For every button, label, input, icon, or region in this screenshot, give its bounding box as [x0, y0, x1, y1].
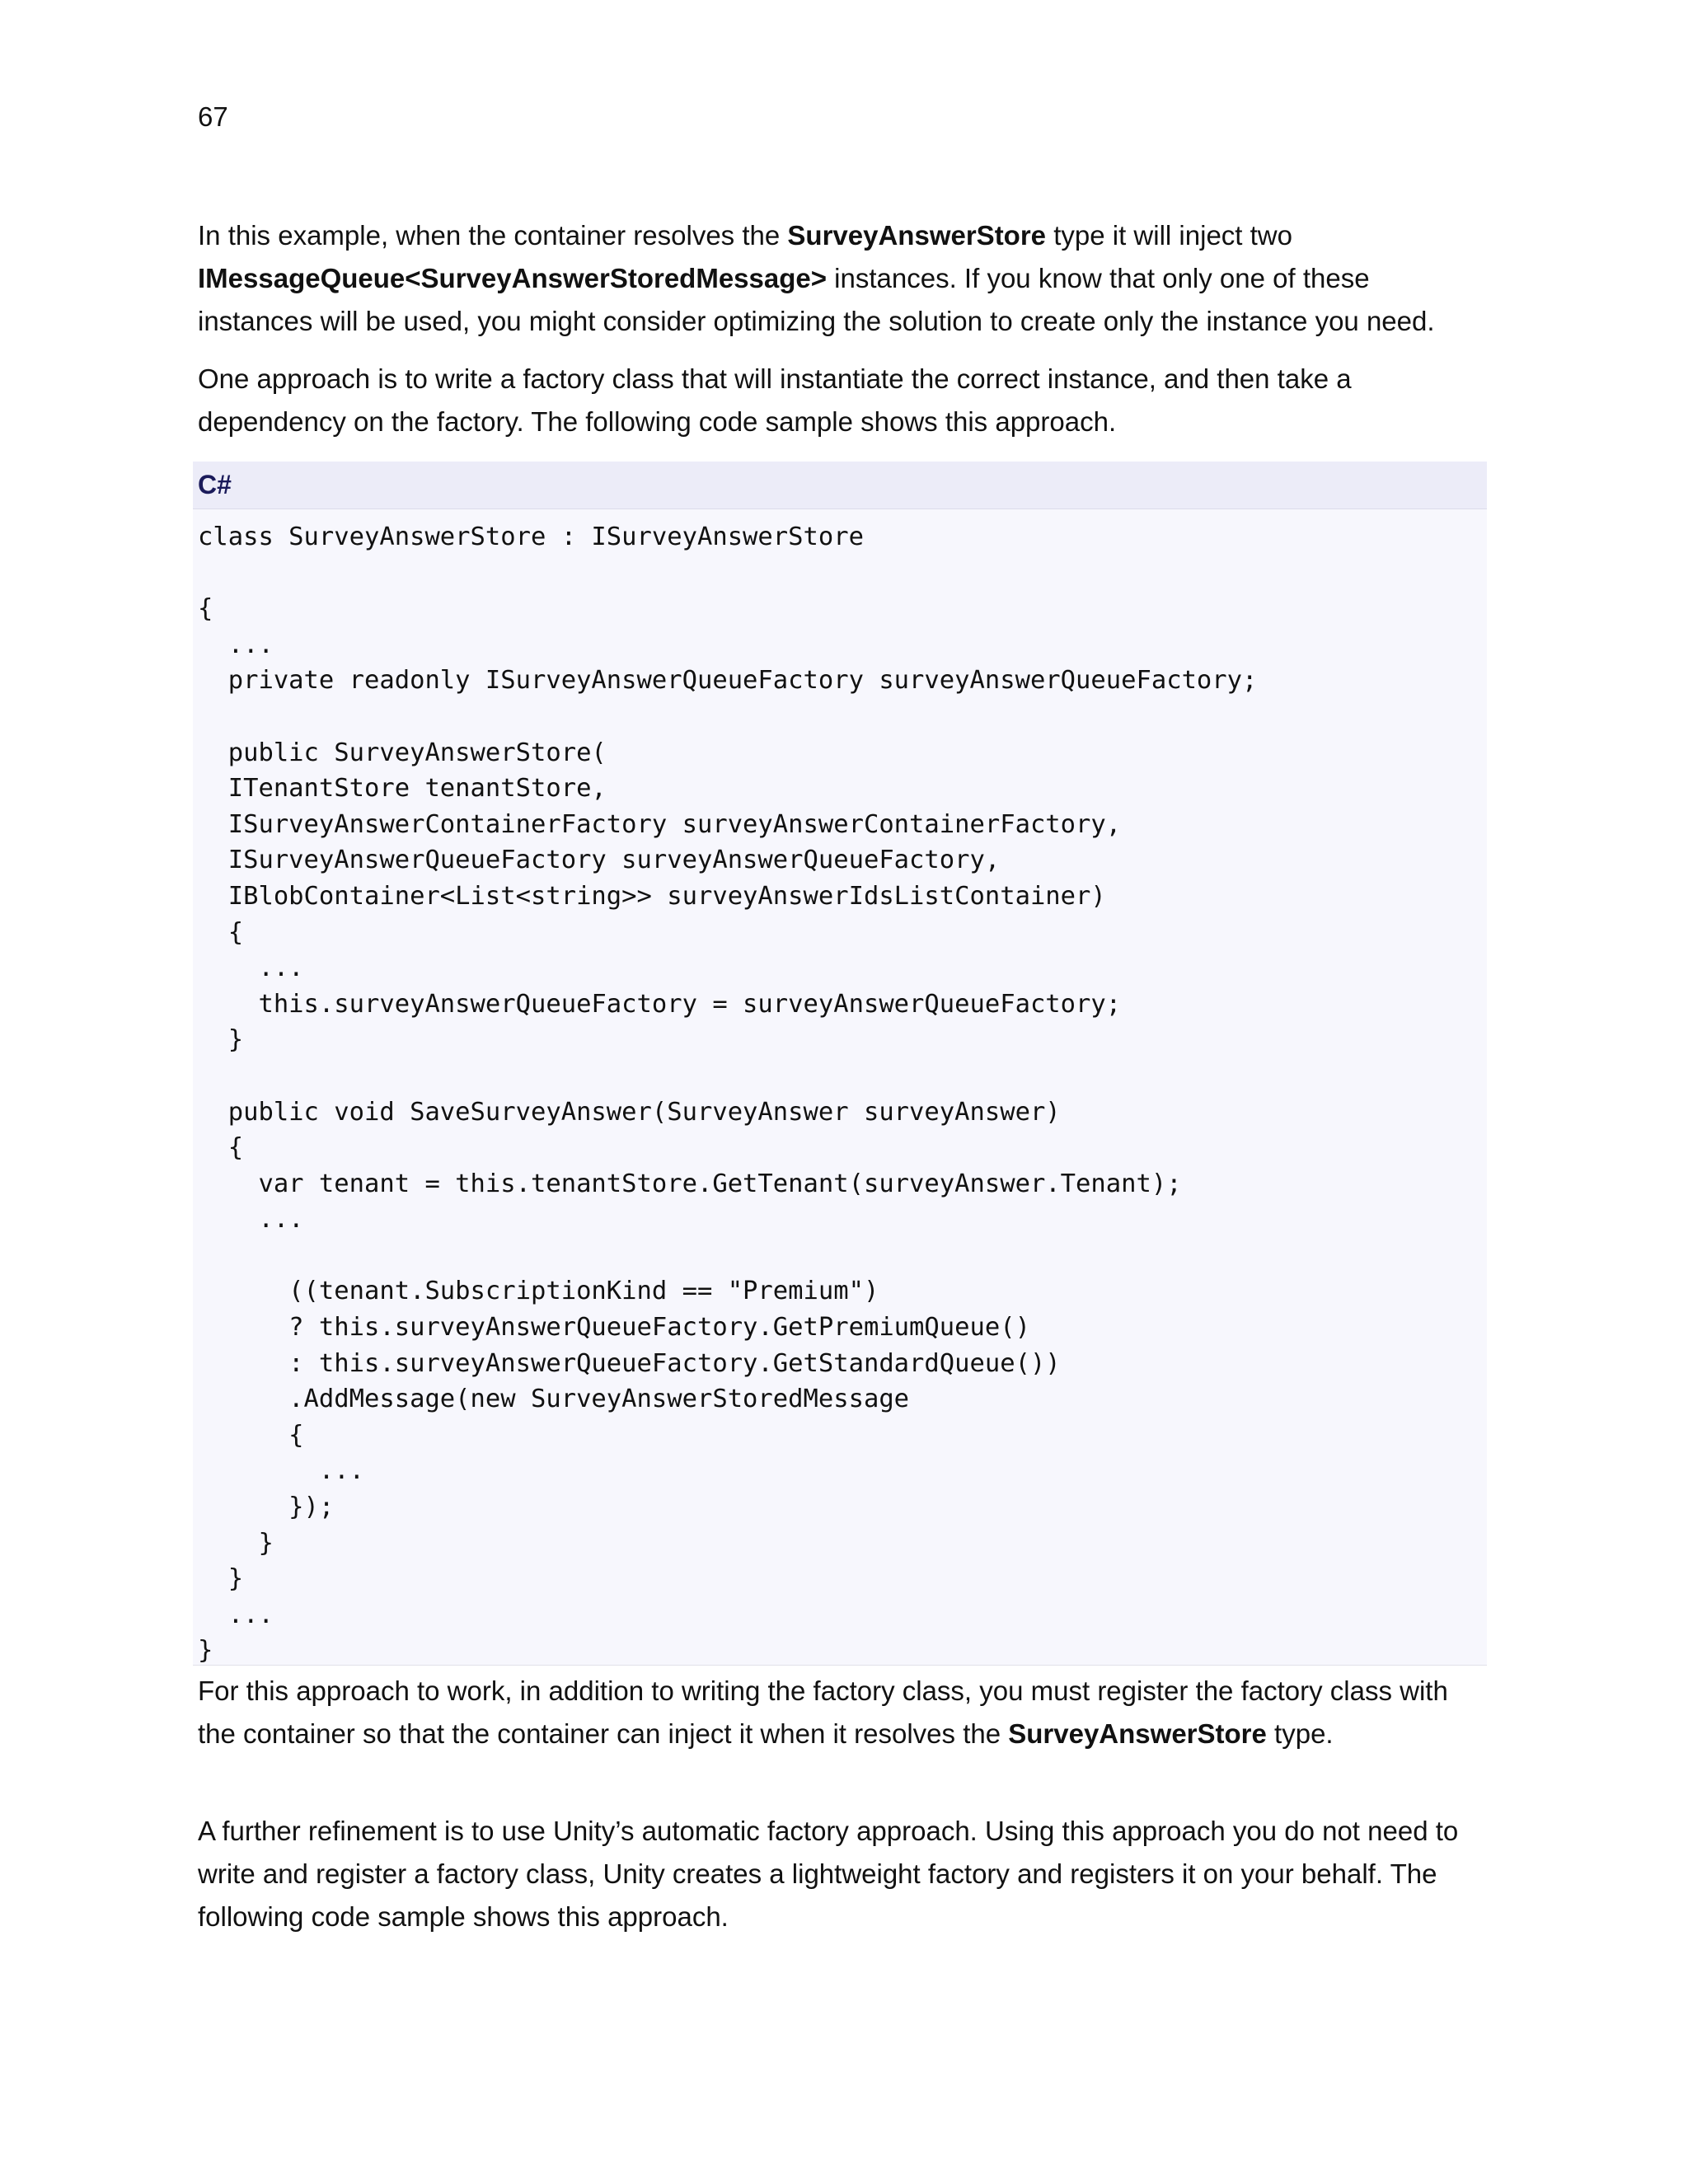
code-line: var tenant = this.tenantStore.GetTenant(surveyAnswer.Tenant);	[198, 1169, 1182, 1198]
code-line: ITenantStore tenantStore,	[198, 774, 607, 804]
code-line: public SurveyAnswerStore(	[198, 738, 607, 767]
code-line: {	[198, 1420, 304, 1450]
code-line: ...	[198, 630, 274, 659]
code-line	[198, 1058, 1487, 1094]
code-line	[198, 699, 1487, 735]
code-listing	[193, 509, 1487, 1669]
paragraph-text: A further refinement is to use Unity’s automatic factory approach. Using this approach you do not need to write and register a factory class, Unity creates a lightweight factory and registers it on your behalf. The following code sample shows this approach.	[198, 1816, 1459, 1932]
intro-paragraph	[198, 214, 1484, 343]
code-line: ...	[198, 1205, 304, 1235]
code-line: }	[198, 1564, 244, 1594]
factory-approach-paragraph	[198, 358, 1484, 443]
code-line: .AddMessage(new SurveyAnswerStoredMessage	[198, 1385, 910, 1414]
code-line: ...	[198, 1600, 274, 1629]
code-line: class SurveyAnswerStore : ISurveyAnswerStore	[198, 523, 864, 551]
code-line: public void SaveSurveyAnswer(SurveyAnswer surveyAnswer)	[198, 1097, 1061, 1127]
type-name-bold: SurveyAnswerStore	[1008, 1718, 1267, 1749]
code-line: ((tenant.SubscriptionKind == "Premium")	[198, 1277, 879, 1306]
code-line	[198, 1238, 1487, 1274]
code-line: ...	[198, 1456, 364, 1486]
paragraph-text: In this example, when the container resolves the	[198, 220, 788, 251]
type-name-bold: SurveyAnswerStore	[787, 220, 1047, 251]
code-line: private readonly ISurveyAnswerQueueFactory surveyAnswerQueueFactory;	[198, 666, 1258, 696]
paragraph-text: type it will inject two	[1046, 220, 1292, 251]
code-line: {	[198, 1133, 244, 1163]
code-line: });	[198, 1493, 335, 1522]
paragraph-text: One approach is to write a factory class that will instantiate the correct instance, and then take a dependency on the factory. The following code sample shows this approach.	[198, 363, 1352, 437]
code-sample-block	[193, 462, 1487, 1666]
code-line: ISurveyAnswerQueueFactory surveyAnswerQueueFactory,	[198, 846, 1001, 875]
page-number: 67	[198, 101, 228, 132]
code-line: this.surveyAnswerQueueFactory = surveyAnswerQueueFactory;	[198, 989, 1122, 1019]
code-line: ISurveyAnswerContainerFactory surveyAnswerContainerFactory,	[198, 809, 1122, 839]
type-name-bold: IMessageQueue<SurveyAnswerStoredMessage>	[198, 263, 828, 293]
code-line: }	[198, 1528, 274, 1558]
code-line: IBlobContainer<List<string>> surveyAnswerIdsListContainer)	[198, 881, 1106, 911]
paragraph-text: type.	[1266, 1718, 1334, 1749]
code-line: : this.surveyAnswerQueueFactory.GetStandardQueue())	[198, 1348, 1061, 1378]
code-language-label: C#	[193, 462, 1487, 509]
code-line: {	[198, 594, 213, 624]
code-line: ? this.surveyAnswerQueueFactory.GetPremiumQueue()	[198, 1313, 1030, 1343]
code-line: }	[198, 1025, 244, 1055]
paragraph-text: instances. If you know that only one of these instances will be used, you might consider optimizing the solution to create only the instance you need.	[198, 263, 1435, 336]
code-line: ...	[198, 954, 304, 983]
paragraph-text: For this approach to work, in addition to writing the factory class, you must register the factory class with the container so that the container can inject it when it resolves the	[198, 1675, 1448, 1749]
code-line: }	[198, 1636, 213, 1666]
automatic-factory-paragraph	[198, 1810, 1484, 1938]
code-line: {	[198, 917, 244, 947]
register-factory-paragraph	[198, 1670, 1484, 1755]
code-line	[198, 555, 1487, 592]
